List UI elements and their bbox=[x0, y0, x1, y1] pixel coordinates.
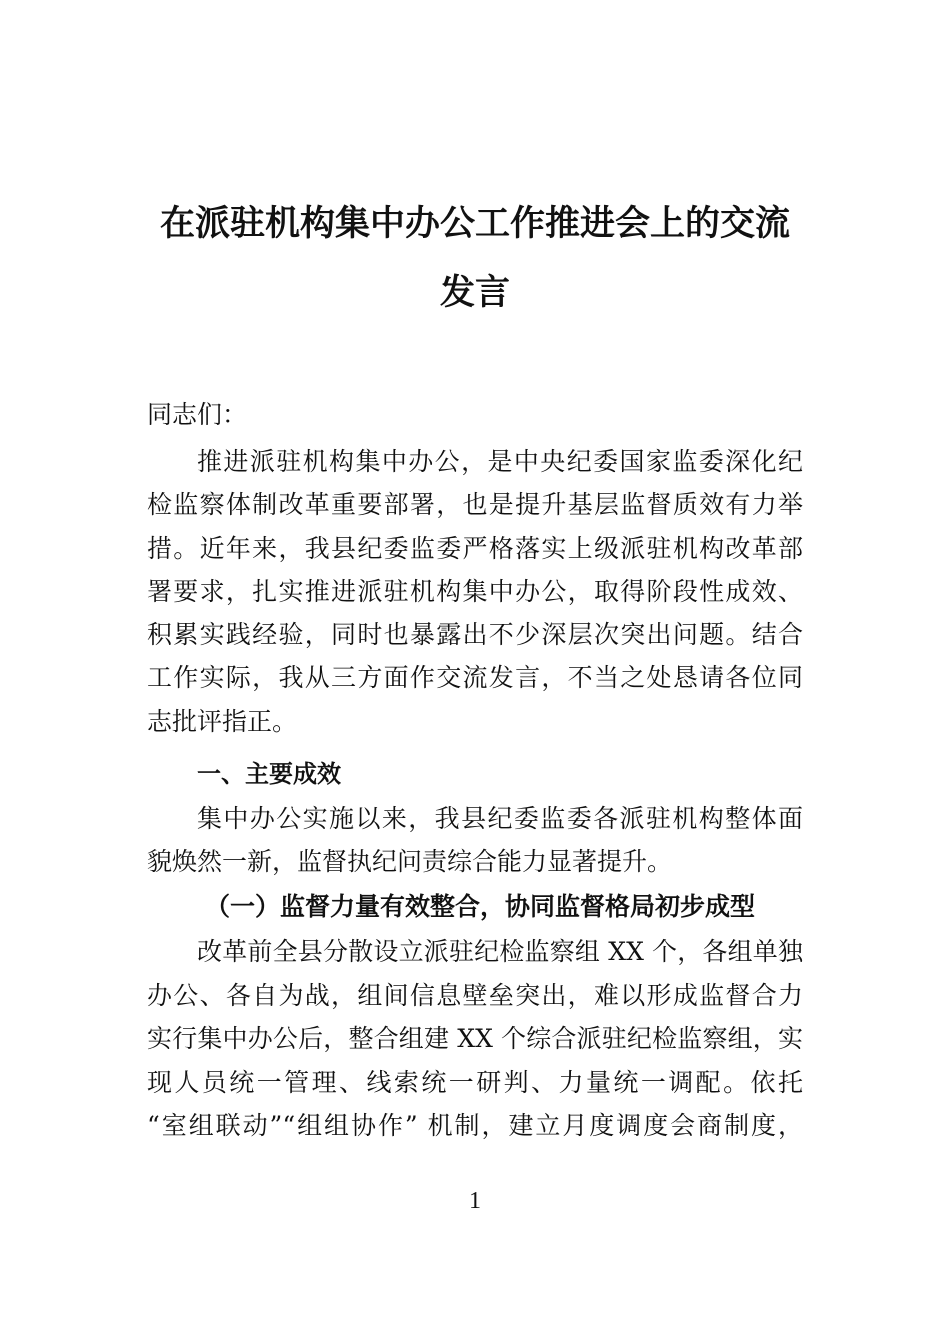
page-number: 1 bbox=[469, 1188, 481, 1214]
paragraph-line: 办公、各自为战，组间信息壁垒突出，难以形成监督合力 bbox=[147, 981, 803, 1010]
paragraph-line: 现人员统一管理、线索统一研判、力量统一调配。依托 bbox=[147, 1068, 803, 1097]
section-heading: 一、主要成效 bbox=[197, 760, 341, 788]
paragraph-line: 志批评指正。 bbox=[147, 707, 298, 736]
paragraph-line: 推进派驻机构集中办公，是中央纪委国家监委深化纪 bbox=[197, 447, 803, 476]
paragraph-line: 实行集中办公后，整合组建 XX 个综合派驻纪检监察组，实 bbox=[147, 1024, 803, 1053]
paragraph-line: 改革前全县分散设立派驻纪检监察组 XX 个，各组单独 bbox=[197, 937, 803, 966]
document-title-line-2: 发言 bbox=[439, 272, 510, 313]
paragraph-line: 积累实践经验，同时也暴露出不少深层次突出问题。结合 bbox=[147, 620, 803, 649]
paragraph-line: 工作实际，我从三方面作交流发言，不当之处恳请各位同 bbox=[147, 663, 803, 692]
paragraph-line: 措。近年来，我县纪委监委严格落实上级派驻机构改革部 bbox=[147, 534, 803, 563]
paragraph-line: 貌焕然一新，监督执纪问责综合能力显著提升。 bbox=[147, 847, 673, 876]
document-title-line-1: 在派驻机构集中办公工作推进会上的交流 bbox=[159, 203, 790, 244]
paragraph-line: “室组联动”“组组协作” 机制，建立月度调度会商制度， bbox=[147, 1111, 803, 1140]
salutation: 同志们： bbox=[147, 400, 248, 429]
paragraph-line: 集中办公实施以来，我县纪委监委各派驻机构整体面 bbox=[197, 804, 803, 833]
paragraph-line: 署要求，扎实推进派驻机构集中办公，取得阶段性成效、 bbox=[147, 577, 803, 606]
subsection-heading: （一）监督力量有效整合，协同监督格局初步成型 bbox=[205, 892, 756, 921]
paragraph-line: 检监察体制改革重要部署，也是提升基层监督质效有力举 bbox=[147, 490, 803, 519]
